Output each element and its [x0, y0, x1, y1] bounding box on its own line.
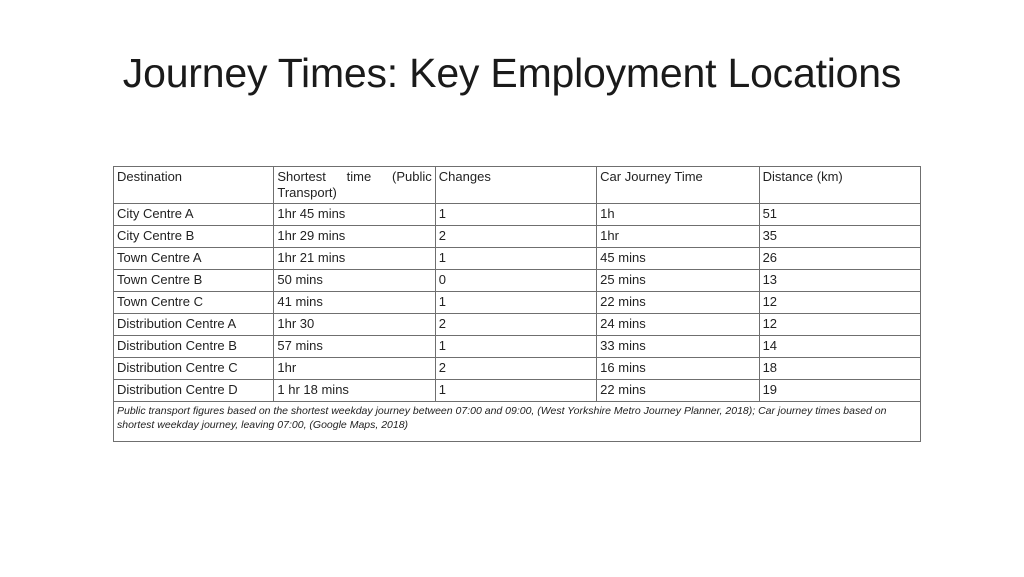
cell-changes: 1	[435, 380, 596, 402]
slide-title: Journey Times: Key Employment Locations	[122, 50, 902, 96]
cell-distance: 18	[759, 358, 920, 380]
table-row	[114, 270, 921, 292]
header-shortest-time-public-transport	[274, 167, 435, 204]
cell-changes: 1	[435, 292, 596, 314]
cell-public-time: 57 mins	[274, 336, 435, 358]
cell-changes: 1	[435, 204, 596, 226]
cell-car-time: 22 mins	[597, 380, 759, 402]
cell-destination: Distribution Centre D	[114, 380, 274, 402]
table-row	[114, 380, 921, 402]
cell-destination: Distribution Centre B	[114, 336, 274, 358]
cell-car-time: 24 mins	[597, 314, 759, 336]
cell-public-time: 1hr 29 mins	[274, 226, 435, 248]
cell-distance: 35	[759, 226, 920, 248]
cell-car-time: 1h	[597, 204, 759, 226]
cell-destination: Town Centre A	[114, 248, 274, 270]
cell-car-time: 1hr	[597, 226, 759, 248]
header-car-journey-time: Car Journey Time	[597, 167, 759, 204]
cell-car-time: 25 mins	[597, 270, 759, 292]
cell-public-time: 1hr 45 mins	[274, 204, 435, 226]
cell-car-time: 16 mins	[597, 358, 759, 380]
journey-times-table	[113, 166, 921, 442]
table-row	[114, 226, 921, 248]
header-changes: Changes	[435, 167, 596, 204]
table-row	[114, 358, 921, 380]
cell-distance: 14	[759, 336, 920, 358]
cell-car-time: 33 mins	[597, 336, 759, 358]
journey-times-table-container	[113, 166, 921, 442]
cell-changes: 2	[435, 226, 596, 248]
cell-public-time: 1hr 30	[274, 314, 435, 336]
cell-car-time: 45 mins	[597, 248, 759, 270]
table-row	[114, 248, 921, 270]
table-note-row	[114, 402, 921, 442]
cell-changes: 1	[435, 248, 596, 270]
cell-distance: 26	[759, 248, 920, 270]
cell-changes: 1	[435, 336, 596, 358]
cell-destination: City Centre B	[114, 226, 274, 248]
cell-distance: 13	[759, 270, 920, 292]
table-header-row	[114, 167, 921, 204]
header-distance: Distance (km)	[759, 167, 920, 204]
cell-changes: 0	[435, 270, 596, 292]
cell-distance: 12	[759, 292, 920, 314]
cell-distance: 51	[759, 204, 920, 226]
cell-distance: 12	[759, 314, 920, 336]
cell-destination: Town Centre C	[114, 292, 274, 314]
cell-changes: 2	[435, 358, 596, 380]
table-row	[114, 204, 921, 226]
cell-public-time: 50 mins	[274, 270, 435, 292]
header-destination: Destination	[114, 167, 274, 204]
cell-distance: 19	[759, 380, 920, 402]
cell-car-time: 22 mins	[597, 292, 759, 314]
cell-public-time: 1hr	[274, 358, 435, 380]
cell-destination: City Centre A	[114, 204, 274, 226]
cell-public-time: 41 mins	[274, 292, 435, 314]
table-row	[114, 336, 921, 358]
cell-destination: Distribution Centre A	[114, 314, 274, 336]
cell-changes: 2	[435, 314, 596, 336]
header-public-line1: Shortest time (Public	[277, 169, 432, 184]
header-public-line2: Transport)	[277, 185, 337, 200]
cell-public-time: 1 hr 18 mins	[274, 380, 435, 402]
table-row	[114, 314, 921, 336]
table-row	[114, 292, 921, 314]
cell-destination: Town Centre B	[114, 270, 274, 292]
cell-destination: Distribution Centre C	[114, 358, 274, 380]
table-source-note: Public transport figures based on the shortest weekday journey between 07:00 and 09:00, (West Yorkshire Metro Journey Planner, 2018); Car journey times based on shortest weekday journey, leaving 07:00, (Google Maps, 2018)	[114, 402, 921, 442]
cell-public-time: 1hr 21 mins	[274, 248, 435, 270]
